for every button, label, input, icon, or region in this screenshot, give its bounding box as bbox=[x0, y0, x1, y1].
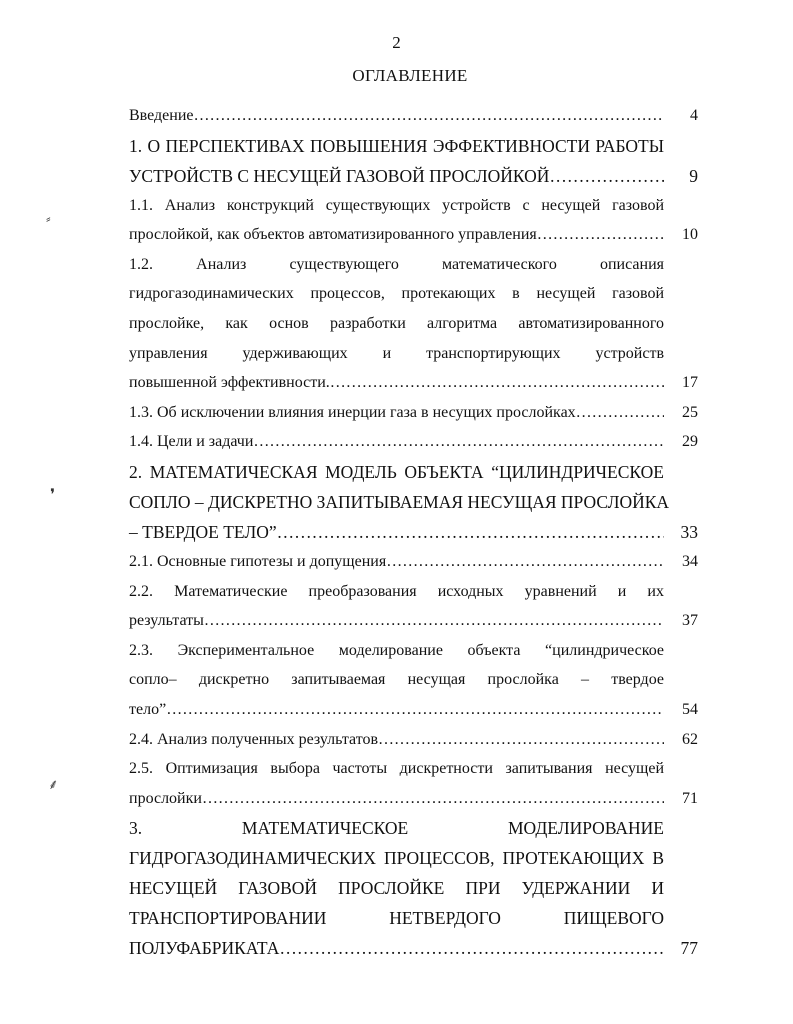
toc-entry-line: НЕСУЩЕЙ ГАЗОВОЙ ПРОСЛОЙКЕ ПРИ УДЕРЖАНИИ И bbox=[129, 878, 664, 899]
toc-entry[interactable] bbox=[129, 457, 698, 547]
toc-entry-line bbox=[129, 695, 698, 725]
dot-leader bbox=[576, 398, 664, 428]
toc-entry[interactable] bbox=[129, 191, 698, 250]
toc-entry-text: прослойки bbox=[129, 789, 202, 807]
dot-leader bbox=[202, 784, 664, 814]
toc-page-number: 25 bbox=[682, 403, 698, 421]
dot-leader bbox=[253, 427, 664, 457]
toc-page-number: 10 bbox=[682, 226, 698, 244]
toc-entry-text: 2.4. Анализ полученных результатов bbox=[129, 730, 379, 748]
toc-entry-line: СОПЛО – ДИСКРЕТНО ЗАПИТЫВАЕМАЯ НЕСУЩАЯ ПРОСЛОЙКА bbox=[129, 491, 670, 512]
toc-entry-line bbox=[129, 161, 698, 191]
dot-leader bbox=[279, 933, 664, 963]
toc-entry[interactable] bbox=[129, 754, 698, 813]
toc-page-number: 33 bbox=[680, 521, 698, 542]
toc-entry-line: 2.3. Экспериментальное моделирование объекта “цилиндрическое bbox=[129, 641, 664, 659]
toc-entry-text: повышенной эффективности. bbox=[129, 374, 330, 392]
toc-entry-line: ТРАНСПОРТИРОВАНИИ НЕТВЕРДОГО ПИЩЕВОГО bbox=[129, 908, 664, 929]
toc-entry[interactable] bbox=[129, 131, 698, 191]
toc-entry-line: 3. МАТЕМАТИЧЕСКОЕ МОДЕЛИРОВАНИЕ bbox=[129, 818, 664, 839]
toc-entry[interactable] bbox=[129, 101, 698, 131]
toc-page-number: 62 bbox=[682, 730, 698, 748]
toc-entry-text: УСТРОЙСТВ С НЕСУЩЕЙ ГАЗОВОЙ ПРОСЛОЙКОЙ bbox=[129, 165, 550, 186]
toc-entry-line: ГИДРОГАЗОДИНАМИЧЕСКИХ ПРОЦЕССОВ, ПРОТЕКАЮЩИХ В bbox=[129, 848, 664, 869]
toc-entry-text: 2.1. Основные гипотезы и допущения bbox=[129, 552, 387, 570]
toc-entry-text: – ТВЕРДОЕ ТЕЛО” bbox=[129, 521, 277, 542]
toc-entry[interactable] bbox=[129, 398, 698, 428]
dot-leader bbox=[537, 220, 664, 250]
toc-entry-line bbox=[129, 784, 698, 814]
toc-entry-line bbox=[129, 368, 698, 398]
dot-leader bbox=[277, 517, 664, 547]
toc-entry-text: ПОЛУФАБРИКАТА bbox=[129, 938, 280, 959]
toc-entry-line bbox=[129, 933, 698, 963]
toc-page-number: 34 bbox=[682, 552, 698, 570]
toc-entry-line bbox=[129, 398, 698, 428]
scan-speck: ⸙ bbox=[48, 778, 59, 793]
toc-entry-line bbox=[129, 427, 698, 457]
dot-leader bbox=[549, 161, 664, 191]
toc-entry-line bbox=[129, 547, 698, 577]
toc-entry-line bbox=[129, 725, 698, 755]
toc-entry[interactable] bbox=[129, 813, 698, 963]
toc-page-number: 29 bbox=[682, 433, 698, 451]
dot-leader bbox=[330, 368, 664, 398]
toc-entry-line: 1.2. Анализ существующего математического описания bbox=[129, 255, 664, 273]
toc-entry-line bbox=[129, 101, 698, 131]
toc-entry-line bbox=[129, 517, 698, 547]
dot-leader bbox=[378, 725, 664, 755]
dot-leader bbox=[386, 547, 664, 577]
toc-page-number: 54 bbox=[682, 700, 698, 718]
toc-page-number: 4 bbox=[690, 107, 698, 124]
toc-page-number: 77 bbox=[680, 938, 698, 959]
toc-entry[interactable] bbox=[129, 636, 698, 725]
toc-entry-text: тело” bbox=[129, 700, 167, 718]
scan-speck: ❜ bbox=[50, 487, 56, 504]
toc-entry-line: 2.5. Оптимизация выбора частоты дискретности запитывания несущей bbox=[129, 760, 664, 778]
toc-entry-line: 1. О ПЕРСПЕКТИВАХ ПОВЫШЕНИЯ ЭФФЕКТИВНОСТИ РАБОТЫ bbox=[129, 135, 664, 156]
dot-leader bbox=[166, 695, 664, 725]
toc-entry-line: 1.1. Анализ конструкций существующих устройств с несущей газовой bbox=[129, 196, 664, 214]
toc-entry-line: гидрогазодинамических процессов, протекающих в несущей газовой bbox=[129, 285, 664, 303]
dot-leader bbox=[194, 101, 665, 131]
toc-entry-line: управления удерживающих и транспортирующих устройств bbox=[129, 344, 664, 362]
toc-page-number: 17 bbox=[682, 374, 698, 392]
table-of-contents bbox=[129, 101, 698, 963]
toc-entry[interactable] bbox=[129, 427, 698, 457]
toc-entry[interactable] bbox=[129, 725, 698, 755]
scan-speck: ⸗ bbox=[46, 212, 51, 227]
toc-entry-text: 1.4. Цели и задачи bbox=[129, 433, 254, 451]
toc-entry-text: результаты bbox=[129, 612, 204, 630]
toc-entry-line: 2. МАТЕМАТИЧЕСКАЯ МОДЕЛЬ ОБЪЕКТА “ЦИЛИНДРИЧЕСКОЕ bbox=[129, 461, 664, 482]
toc-page-number: 9 bbox=[689, 165, 698, 186]
toc-entry-line: 2.2. Математические преобразования исходных уравнений и их bbox=[129, 582, 664, 600]
toc-title: ОГЛАВЛЕНИЕ bbox=[352, 66, 468, 85]
toc-entry[interactable] bbox=[129, 577, 698, 636]
toc-entry-line bbox=[129, 220, 698, 250]
toc-page-number: 37 bbox=[682, 612, 698, 630]
toc-page-number: 71 bbox=[682, 789, 698, 807]
toc-entry-text: Введение bbox=[129, 107, 194, 124]
toc-entry-text: 1.3. Об исключении влияния инерции газа в несущих прослойках bbox=[129, 403, 576, 421]
toc-entry-line bbox=[129, 606, 698, 636]
toc-entry-text: прослойкой, как объектов автоматизированного управления bbox=[129, 226, 537, 244]
dot-leader bbox=[204, 606, 664, 636]
toc-entry[interactable] bbox=[129, 547, 698, 577]
toc-entry-line: прослойке, как основ разработки алгоритма автоматизированного bbox=[129, 314, 664, 332]
page-number: 2 bbox=[392, 33, 401, 52]
toc-entry[interactable] bbox=[129, 250, 698, 398]
toc-entry-line: сопло– дискретно запитываемая несущая прослойка – твердое bbox=[129, 671, 664, 689]
